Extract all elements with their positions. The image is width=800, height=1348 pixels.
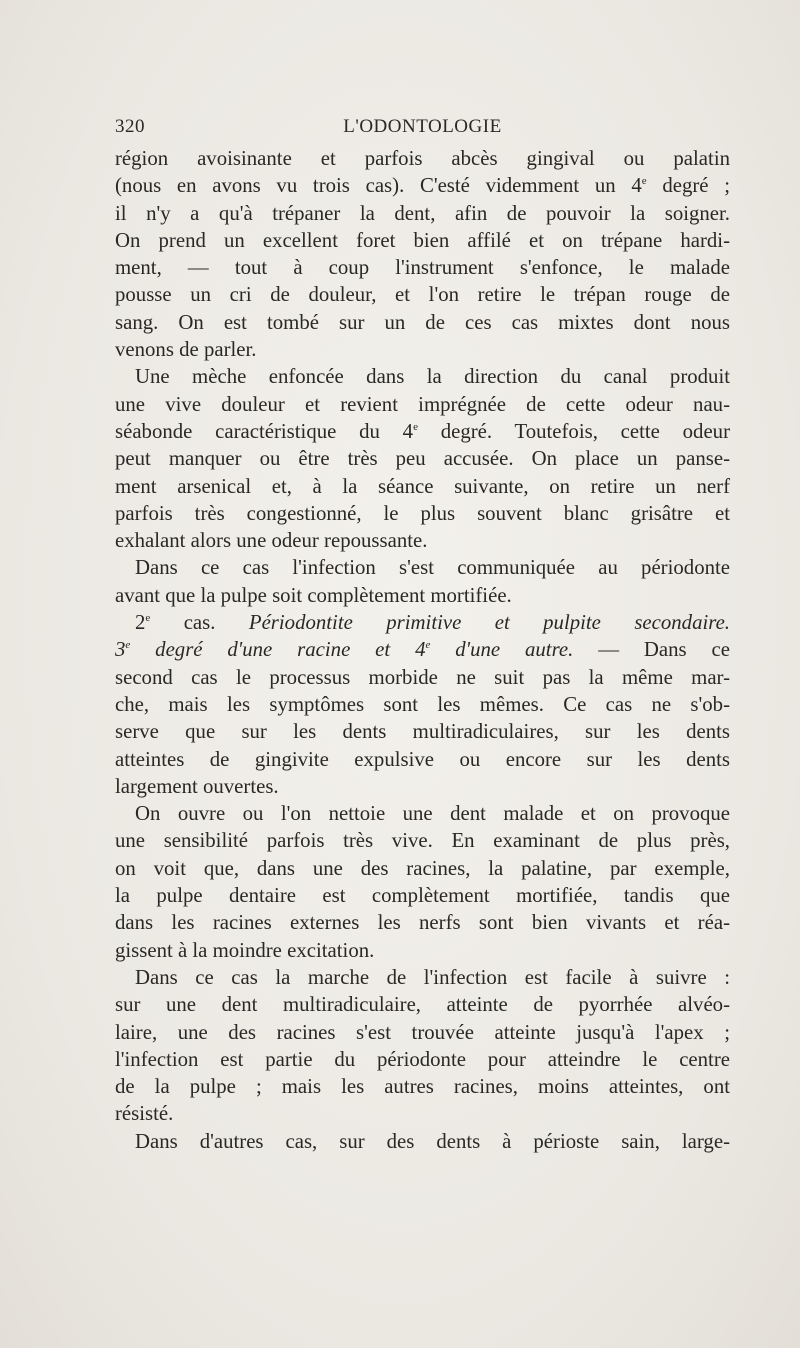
running-head: L'ODONTOLOGIE [343,116,502,137]
text-line: largement ouvertes. [115,774,279,798]
text-line: serve que sur les dents multiradiculaires, sur les dents [115,720,730,744]
body-text [115,145,730,1155]
text-line: (nous en avons vu trois cas). C'esté videmment un 4e degré ; [115,174,730,198]
section-heading-line: 3e degré d'une racine et 4e d'une autre. — Dans ce [115,638,730,662]
paragraph-start: Dans ce cas la marche de l'infection est facile à suivre : [135,965,730,989]
text-line: peut manquer ou être très peu accusée. On place un panse- [115,447,730,471]
text-line: On prend un excellent foret bien affilé et on trépane hardi- [115,228,730,252]
text-line: ment, — tout à coup l'instrument s'enfonce, le malade [115,256,730,280]
text-line: une sensibilité parfois très vive. En examinant de plus près, [115,829,730,853]
paragraph-start: Une mèche enfoncée dans la direction du canal produit [135,365,730,389]
text-line: on voit que, dans une des racines, la palatine, par exemple, [115,856,730,880]
text-line: la pulpe dentaire est complètement mortifiée, tandis que [115,884,730,908]
paragraph-start: Dans d'autres cas, sur des dents à périoste sain, large- [135,1129,730,1153]
text-line: exhalant alors une odeur repoussante. [115,529,428,553]
text-line: il n'y a qu'à trépaner la dent, afin de pouvoir la soigner. [115,201,730,225]
text-line: parfois très congestionné, le plus souvent blanc grisâtre et [115,501,730,525]
text-line: ment arsenical et, à la séance suivante, on retire un nerf [115,474,730,498]
text-line: une vive douleur et revient imprégnée de cette odeur nau- [115,392,730,416]
text-line: région avoisinante et parfois abcès gingival ou palatin [115,147,730,170]
text-line: che, mais les symptômes sont les mêmes. Ce cas ne s'ob- [115,692,730,716]
text-line: atteintes de gingivite expulsive ou encore sur les dents [115,747,730,771]
text-line: venons de parler. [115,338,257,362]
text-line: laire, une des racines s'est trouvée atteinte jusqu'à l'apex ; [115,1020,730,1044]
text-line: sang. On est tombé sur un de ces cas mixtes dont nous [115,310,730,334]
text-line: résisté. [115,1102,174,1126]
paragraph-start: On ouvre ou l'on nettoie une dent malade et on provoque [135,802,730,826]
text-line: dans les racines externes les nerfs sont bien vivants et réa- [115,911,730,935]
page-number: 320 [115,116,145,137]
text-line: avant que la pulpe soit complètement mortifiée. [115,583,512,607]
text-line: pousse un cri de douleur, et l'on retire le trépan rouge de [115,283,730,307]
section-heading-line: 2e cas. Périodontite primitive et pulpite secondaire. [135,611,730,635]
page-header [115,116,730,140]
text-line: gissent à la moindre excitation. [115,938,375,962]
text-line: second cas le processus morbide ne suit pas la même mar- [115,665,730,689]
text-line: de la pulpe ; mais les autres racines, moins atteintes, ont [115,1075,730,1099]
text-line: sur une dent multiradiculaire, atteinte de pyorrhée alvéo- [115,993,730,1017]
text-line: séabonde caractéristique du 4e degré. Toutefois, cette odeur [115,419,730,443]
paragraph-start: Dans ce cas l'infection s'est communiquée au périodonte [135,556,730,580]
text-line: l'infection est partie du périodonte pour atteindre le centre [115,1047,730,1071]
